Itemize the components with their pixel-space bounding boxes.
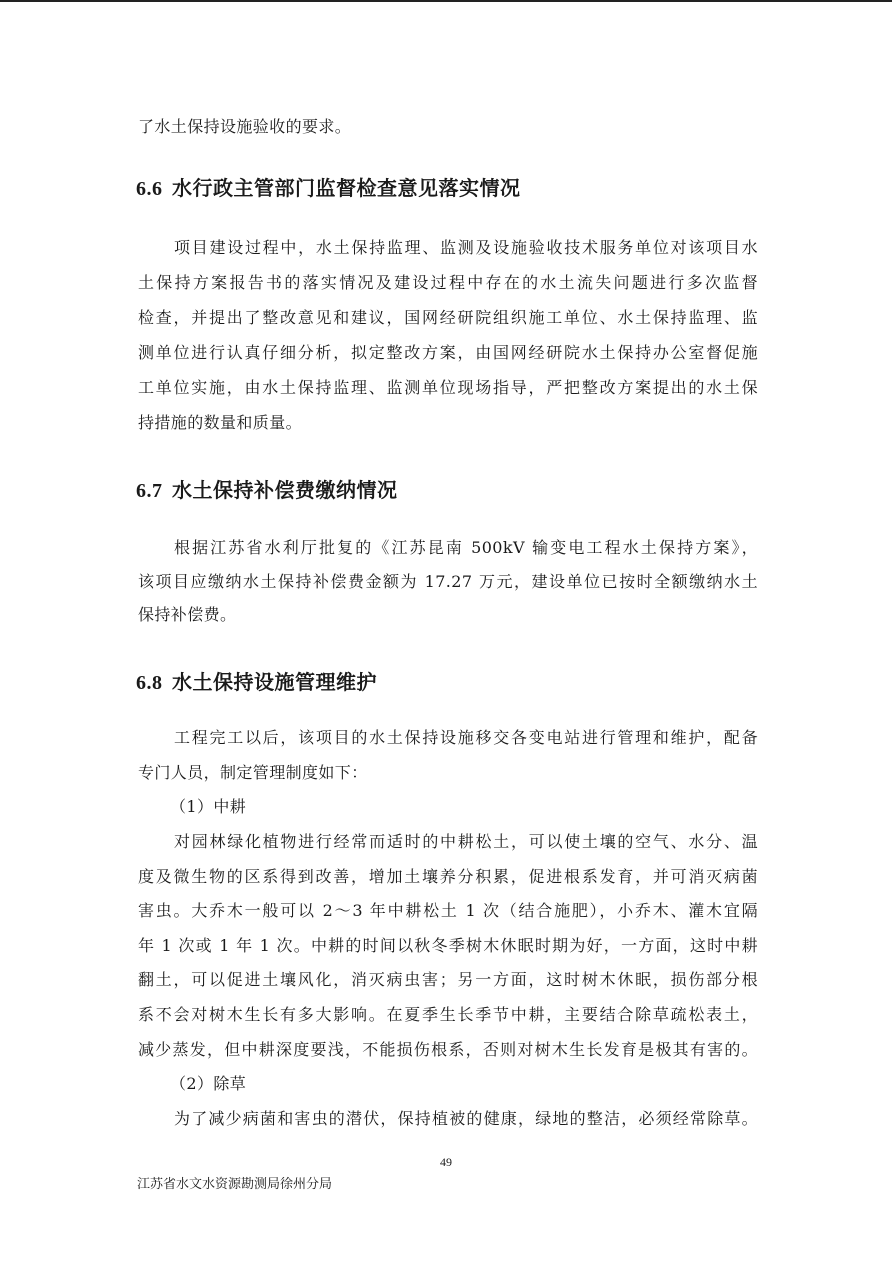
heading-title: 水土保持设施管理维护 xyxy=(171,670,377,694)
heading-6-8 xyxy=(136,670,377,695)
paragraph-line: 害虫。大乔木一般可以 2～3 年中耕松土 1 次（结合施肥），小乔木、灌木宜隔 xyxy=(138,901,758,920)
paragraph-line: 检查，并提出了整改意见和建议，国网经研院组织施工单位、水土保持监理、监 xyxy=(138,308,758,327)
page-number: 49 xyxy=(440,1155,452,1169)
paragraph-line: 项目建设过程中，水土保持监理、监测及设施验收技术服务单位对该项目水 xyxy=(174,238,758,257)
heading-number: 6.6 xyxy=(136,178,163,200)
paragraph-line: 保持补偿费。 xyxy=(138,605,237,624)
heading-title: 水行政主管部门监督检查意见落实情况 xyxy=(171,176,521,200)
paragraph-line: 工程完工以后，该项目的水土保持设施移交各变电站进行管理和维护，配备 xyxy=(174,728,758,747)
paragraph-line: 为了减少病菌和害虫的潜伏，保持植被的健康，绿地的整洁，必须经常除草。 xyxy=(174,1109,758,1128)
heading-number: 6.8 xyxy=(136,672,163,694)
heading-number: 6.7 xyxy=(136,480,163,502)
top-rule xyxy=(0,0,892,2)
paragraph-line: 该项目应缴纳水土保持补偿费金额为 17.27 万元，建设单位已按时全额缴纳水土 xyxy=(138,572,758,591)
list-heading-chucao: （2）除草 xyxy=(170,1074,247,1093)
carry-over-line: 了水土保持设施验收的要求。 xyxy=(138,117,352,136)
paragraph-line: 年 1 次或 1 年 1 次。中耕的时间以秋冬季树木休眠时期为好，一方面，这时中耕 xyxy=(138,936,758,955)
paragraph-line: 土保持方案报告书的落实情况及建设过程中存在的水土流失问题进行多次监督 xyxy=(138,273,758,292)
heading-title: 水土保持补偿费缴纳情况 xyxy=(171,478,398,502)
paragraph-line: 测单位进行认真仔细分析，拟定整改方案，由国网经研院水土保持办公室督促施 xyxy=(138,343,758,362)
paragraph-line: 减少蒸发，但中耕深度要浅，不能损伤根系，否则对树木生长发育是极其有害的。 xyxy=(138,1040,758,1059)
paragraph-line: 对园林绿化植物进行经常而适时的中耕松土，可以使土壤的空气、水分、温 xyxy=(174,832,758,851)
paragraph-line: 根据江苏省水利厅批复的《江苏昆南 500kV 输变电工程水土保持方案》， xyxy=(174,538,758,557)
heading-6-7 xyxy=(136,478,397,503)
heading-6-6 xyxy=(136,176,520,201)
paragraph-line: 系不会对树木生长有多大影响。在夏季生长季节中耕，主要结合除草疏松表土， xyxy=(138,1005,758,1024)
paragraph-line: 翻土，可以促进土壤风化，消灭病虫害；另一方面，这时树木休眠，损伤部分根 xyxy=(138,970,758,989)
paragraph-line: 专门人员，制定管理制度如下： xyxy=(138,763,368,782)
footer-organization: 江苏省水文水资源勘测局徐州分局 xyxy=(137,1177,333,1192)
paragraph-line: 度及微生物的区系得到改善，增加土壤养分积累，促进根系发育，并可消灭病菌 xyxy=(138,867,758,886)
paragraph-line: 工单位实施，由水土保持监理、监测单位现场指导，严把整改方案提出的水土保 xyxy=(138,378,758,397)
paragraph-line: 持措施的数量和质量。 xyxy=(138,413,303,432)
list-heading-zhonggeng: （1）中耕 xyxy=(170,797,247,816)
